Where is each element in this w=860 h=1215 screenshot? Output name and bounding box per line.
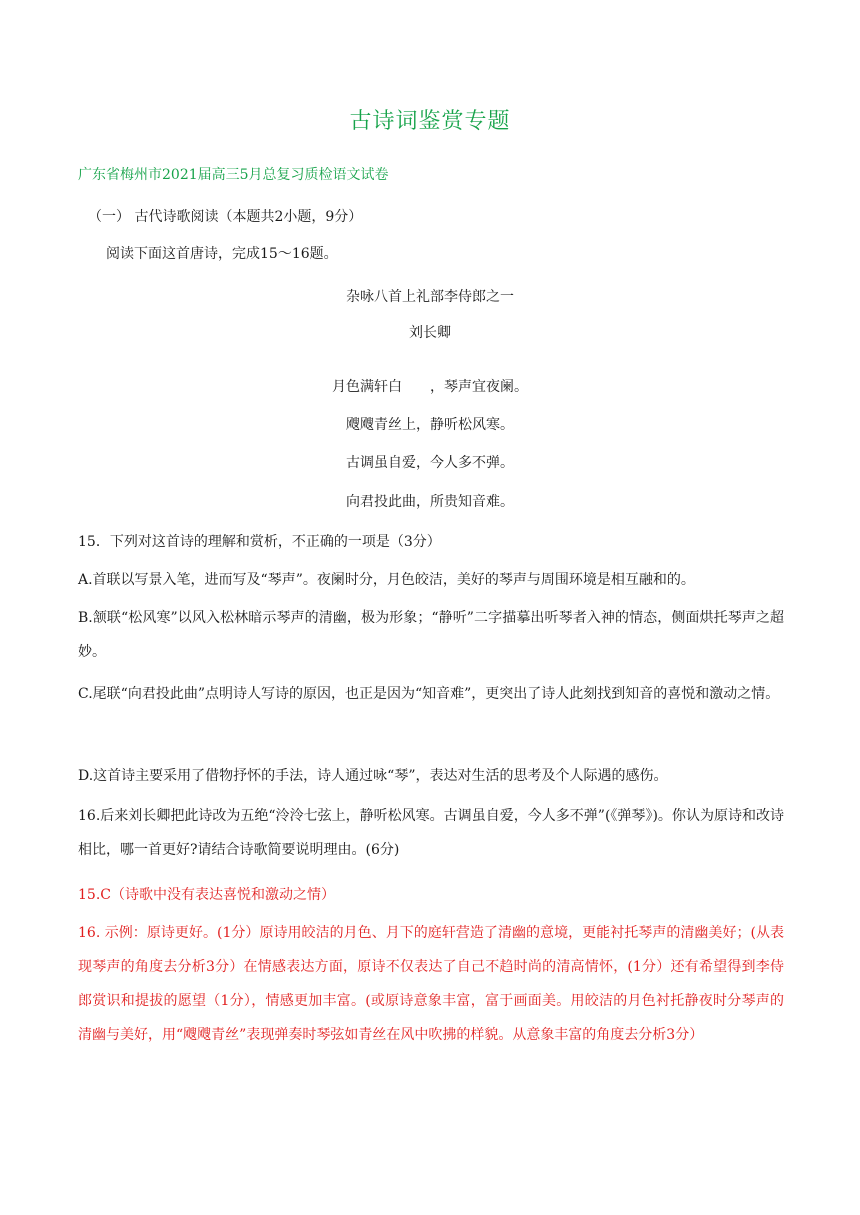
poem-title: 杂咏八首上礼部李侍郎之一	[346, 289, 514, 305]
question-15-stem: 15．下列对这首诗的理解和赏析，不正确的一项是（3分）	[78, 534, 441, 550]
section-heading: （一） 古代诗歌阅读（本题共2小题，9分）	[88, 209, 363, 225]
poem-line: 飕飕青丝上，静听松风寒。	[346, 417, 514, 433]
question-15-option-c: C.尾联“向君投此曲”点明诗人写诗的原因，也正是因为“知音难”，更突出了诗人此刻找到知音的喜悦和激动之情。	[78, 686, 780, 702]
question-15-option-a: A.首联以写景入笔，进而写及“琴声”。夜阑时分，月色皎洁，美好的琴声与周围环境是相互融和的。	[78, 572, 695, 588]
question-15-option-d: D.这首诗主要采用了借物抒怀的手法，诗人通过咏“琴”，表达对生活的思考及个人际遇的感伤。	[78, 768, 668, 784]
question-16-stem: 16.后来刘长卿把此诗改为五绝“泠泠七弦上，静听松风寒。古调虽自爱，今人多不弹”(《弹琴》)。你认为原诗和改诗相比，哪一首更好?请结合诗歌简要说明理由。(6分)	[78, 808, 784, 858]
poem-line: 向君投此曲，所贵知音难。	[346, 494, 514, 510]
poem-line: 古调虽自爱，今人多不弹。	[346, 455, 514, 471]
instruction: 阅读下面这首唐诗，完成15～16题。	[106, 246, 338, 262]
page-title: 古诗词鉴赏专题	[349, 109, 511, 134]
answer-16: 16. 示例：原诗更好。(1分）原诗用皎洁的月色、月下的庭轩营造了清幽的意境，更能衬托琴声的清幽美好；(从表现琴声的角度去分析3分）在情感表达方面，原诗不仅表达了自己不趋时尚的清高情怀，(1分）还有希望得到李侍郎赏识和提拔的愿望（1分），情感更加丰富。(或原诗意象丰富，富于画面美。用皎洁的月色衬托静夜时分琴声的清幽与美好，用“飕飕青丝”表现弹奏时琴弦如青丝在风中吹拂的样貌。从意象丰富的角度去分析3分）	[78, 925, 784, 1043]
poem-author: 刘长卿	[409, 325, 451, 341]
poem-line: 月色满轩白 ，琴声宜夜阑。	[332, 379, 528, 395]
answer-15: 15.C（诗歌中没有表达喜悦和激动之情）	[78, 887, 335, 903]
question-15-option-b: B.颔联“松风寒”以风入松林暗示琴声的清幽，极为形象；“静听”二字描摹出听琴者入神的情态，侧面烘托琴声之超妙。	[78, 610, 784, 660]
exam-source: 广东省梅州市2021届高三5月总复习质检语文试卷	[78, 167, 389, 183]
